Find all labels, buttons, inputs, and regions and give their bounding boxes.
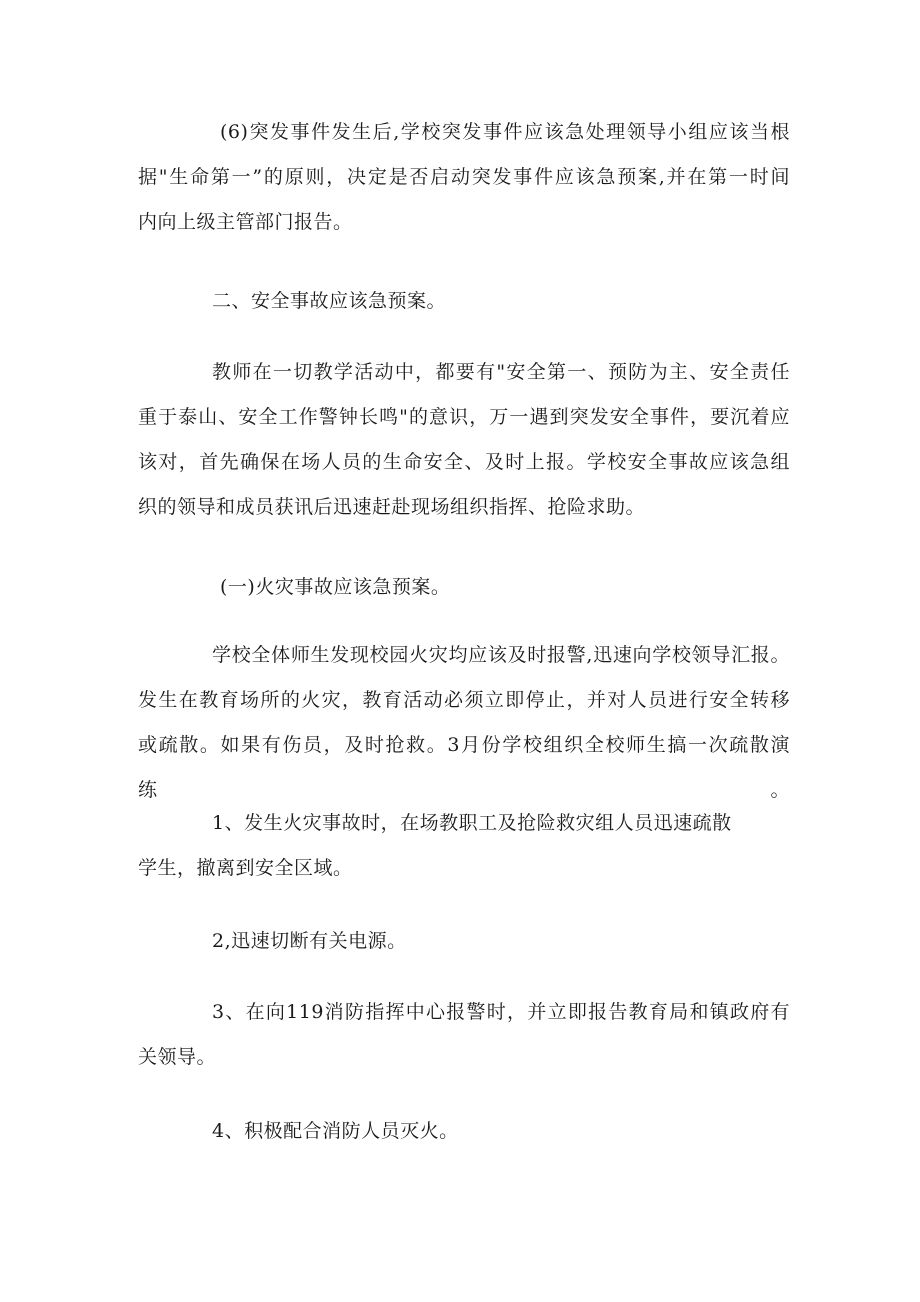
paragraph-line: 重于泰山、安全工作警钟长鸣"的意识，万一遇到突发安全事件，要沉着应	[138, 406, 790, 428]
paragraph-line: 据"生命第一”的原则，决定是否启动突发事件应该急预案,并在第一时间	[138, 166, 790, 188]
paragraph-teacher-safety-awareness	[138, 350, 790, 530]
paragraph-line: 1、发生火灾事故时，在场教职工及抢险救灾组人员迅速疏散	[212, 812, 732, 834]
section-heading-safety-accident-plan	[138, 279, 790, 324]
paragraph-line: (6)突发事件发生后,学校突发事件应该急处理领导小组应该当根	[220, 121, 790, 143]
paragraph-line: 2,迅速切断有关电源。	[212, 930, 407, 952]
paragraph-line: 学生，撤离到安全区域。	[138, 857, 353, 879]
paragraph-line: 学校全体师生发现校园火灾均应该及时报警,迅速向学校领导汇报。	[212, 644, 790, 666]
paragraph-emergency-report	[138, 110, 790, 245]
paragraph-line: 织的领导和成员获讯后迅速赶赴现场组织指挥、抢险求助。	[138, 496, 646, 518]
section-heading-fire-accident-plan	[138, 565, 790, 610]
paragraph-line: 3、在向119消防指挥中心报警时，并立即报告教育局和镇政府有	[212, 1001, 790, 1023]
paragraph-line: 教师在一切教学活动中，都要有"安全第一、预防为主、安全责任	[212, 361, 790, 383]
paragraph-line: 内向上级主管部门报告。	[138, 211, 353, 233]
paragraph-line: 或疏散。如果有伤员，及时抢救。3月份学校组织全校师生搞一次疏散演练。	[138, 734, 790, 801]
list-item-cut-power	[138, 919, 790, 964]
paragraph-line: 二、安全事故应该急预案。	[212, 290, 447, 312]
paragraph-line: 该对，首先确保在场人员的生命安全、及时上报。学校安全事故应该急组	[138, 451, 790, 473]
list-item-call-119	[138, 990, 790, 1080]
paragraph-line: 关领导。	[138, 1046, 217, 1068]
paragraph-line: 4、积极配合消防人员灭火。	[212, 1120, 459, 1142]
list-item-assist-firefighters	[138, 1109, 790, 1154]
paragraph-fire-report	[138, 633, 790, 801]
list-item-evacuate-students	[138, 801, 790, 891]
paragraph-line: 发生在教育场所的火灾，教育活动必须立即停止，并对人员进行安全转移	[138, 689, 790, 711]
paragraph-line: (一)火灾事故应该急预案。	[220, 576, 451, 598]
